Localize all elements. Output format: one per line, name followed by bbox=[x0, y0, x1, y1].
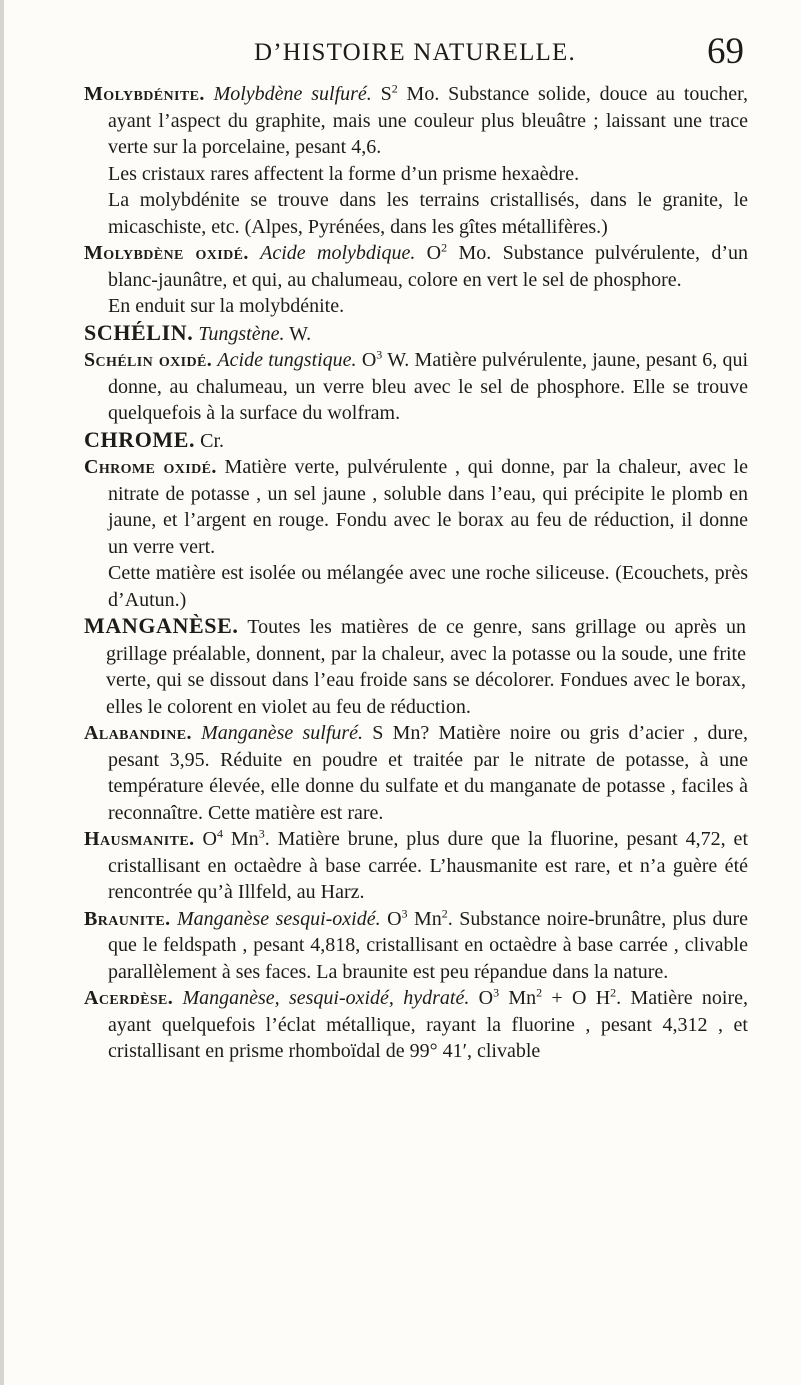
entry-braunite bbox=[0, 906, 748, 986]
section-heading: SCHÉLIN. bbox=[84, 319, 194, 345]
subscript: 2 bbox=[441, 240, 448, 255]
subscript: 3 bbox=[401, 905, 408, 920]
section-name: Tungstène. bbox=[198, 322, 285, 345]
formula: Mo. bbox=[397, 83, 440, 105]
entry-term: Schélin oxidé. bbox=[84, 349, 213, 371]
entry-text: Matière pulvérulente, jaune, pesant 6, qui donne, au chalumeau, un verre bleu avec le sel de phosphore. Elle se trouve quelquefois à la surface du wolfram. bbox=[108, 349, 749, 424]
section-heading: MANGANÈSE. bbox=[84, 613, 239, 638]
entry-text: Matière verte, pulvérulente , qui donne, par la chaleur, avec le nitrate de potasse , un sel jaune , soluble dans l’eau, qui précipite le plomb en jaune, et l’argent en rouge. Fondu avec le borax au feu de réduction, il donne un verre vert. bbox=[108, 456, 748, 558]
entry-term: Molybdène oxidé. bbox=[84, 242, 249, 264]
entry-text: . Matière brune, plus dure que la fluorine, pesant 4,72, et cristallisant en octaèdre à base carrée. L’hausmanite est rare, et n’a guère été rencontrée qu’à Illfeld, au Harz. bbox=[108, 828, 748, 903]
entry-alabandine bbox=[0, 720, 748, 826]
subscript: 2 bbox=[610, 985, 617, 1000]
paragraph-text: En enduit sur la molybdénite. bbox=[108, 295, 345, 317]
subscript: 3 bbox=[258, 826, 265, 841]
formula: Mn bbox=[499, 987, 537, 1009]
page-number: 69 bbox=[707, 31, 744, 72]
entry-molybdene-oxide bbox=[0, 240, 748, 293]
entry-text: S Mn? Matière noire ou gris d’acier , dure, pesant 3,95. Réduite en poudre et traitée par le nitrate de potasse, à une température élevée, elle donne du sulfate et du manganate de potasse , faciles à reconnaître. Cette matière est rare. bbox=[108, 722, 749, 824]
paragraph-text: Les cristaux rares affectent la forme d’un prisme hexaèdre. bbox=[108, 162, 580, 185]
formula: O bbox=[356, 349, 377, 371]
paragraph bbox=[0, 187, 748, 240]
subscript: 3 bbox=[376, 347, 383, 362]
entry-text: Substance solide, douce au toucher, ayant l’aspect du graphite, mais une couleur plus bleuâtre ; laissant une trace verte sur la porcelaine, pesant 4,6. bbox=[108, 83, 749, 158]
formula: O bbox=[380, 907, 402, 930]
running-title: D’HISTOIRE NATURELLE. bbox=[254, 39, 576, 66]
subscript: 2 bbox=[536, 985, 543, 1000]
page-body bbox=[0, 81, 801, 1065]
entry-term: Hausmanite. bbox=[84, 828, 195, 850]
section-symbol: W. bbox=[284, 322, 312, 345]
formula: Mo. bbox=[447, 242, 492, 264]
section-text: Toutes les matières de ce genre, sans grillage ou après un grillage préalable, donnent, par la chaleur, avec la potasse ou la soude, une frite verte, qui se dissout dans l’eau froide sans se décolorer. Fondues avec le borax, elles le colorent en violet au feu de réduction. bbox=[106, 616, 746, 718]
paragraph bbox=[0, 161, 748, 188]
entry-name: Manganèse sesqui-oxidé. bbox=[176, 907, 381, 930]
entry-term: Molybdénite. bbox=[84, 83, 205, 105]
section-chrome bbox=[0, 427, 746, 455]
entry-text: Substance pulvérulente, d’un blanc-jaunâtre, et qui, au chalumeau, colore en vert le sel de phosphore. bbox=[108, 242, 748, 291]
entry-name: Acide molybdique. bbox=[260, 242, 416, 264]
paragraph bbox=[0, 560, 748, 613]
paragraph-text: La molybdénite se trouve dans les terrains cristallisés, dans le granite, le micaschiste, etc. (Alpes, Pyrénées, dans les gîtes métallifères.) bbox=[108, 189, 748, 238]
section-heading: CHROME. bbox=[84, 426, 196, 452]
entry-name: Manganèse, sesqui-oxidé, hydraté. bbox=[182, 987, 470, 1009]
entry-name: Manganèse sulfuré. bbox=[201, 722, 364, 744]
entry-text: . Substance noire-brunâtre, plus dure que le feldspath , pesant 4,818, cristallisant en octaèdre à base carrée , clivable parallèlement à ses faces. La braunite est peu répandue dans la nature. bbox=[108, 907, 748, 983]
formula: Mn bbox=[407, 907, 442, 930]
formula: + O H bbox=[542, 987, 611, 1009]
section-manganese bbox=[0, 613, 746, 720]
paragraph bbox=[0, 293, 748, 320]
entry-molybdenite bbox=[0, 81, 748, 161]
entry-term: Braunite. bbox=[84, 907, 171, 930]
subscript: 4 bbox=[216, 826, 223, 841]
page-header bbox=[0, 31, 801, 76]
section-schelin bbox=[0, 320, 746, 348]
entry-term: Alabandine. bbox=[84, 722, 192, 744]
formula: Mn bbox=[222, 828, 259, 850]
subscript: 2 bbox=[391, 81, 398, 96]
entry-name: Acide tungstique. bbox=[217, 349, 357, 371]
formula: W. bbox=[382, 349, 410, 371]
entry-schelin-oxide bbox=[0, 347, 748, 427]
entry-hausmanite bbox=[0, 826, 748, 906]
entry-text: . Matière noire, ayant quelquefois l’éclat métallique, rayant la fluorine , pesant 4,312 , et cristallisant en prisme rhomboïdal de 99° 41′, clivable bbox=[108, 987, 749, 1062]
section-symbol: Cr. bbox=[195, 429, 225, 452]
entry-acerdese bbox=[0, 985, 748, 1065]
paragraph-text: Cette matière est isolée ou mélangée avec une roche siliceuse. (Ecouchets, près d’Autun.) bbox=[108, 562, 748, 611]
formula: O bbox=[194, 828, 217, 850]
formula: O bbox=[469, 987, 494, 1009]
entry-name: Molybdène sulfuré. bbox=[213, 83, 372, 105]
formula: O bbox=[415, 242, 442, 264]
subscript: 2 bbox=[441, 905, 448, 920]
entry-term: Acerdèse. bbox=[84, 987, 174, 1009]
subscript: 3 bbox=[493, 985, 500, 1000]
entry-chrome-oxide bbox=[0, 454, 748, 560]
entry-term: Chrome oxidé. bbox=[84, 456, 217, 478]
formula: S bbox=[371, 83, 392, 105]
